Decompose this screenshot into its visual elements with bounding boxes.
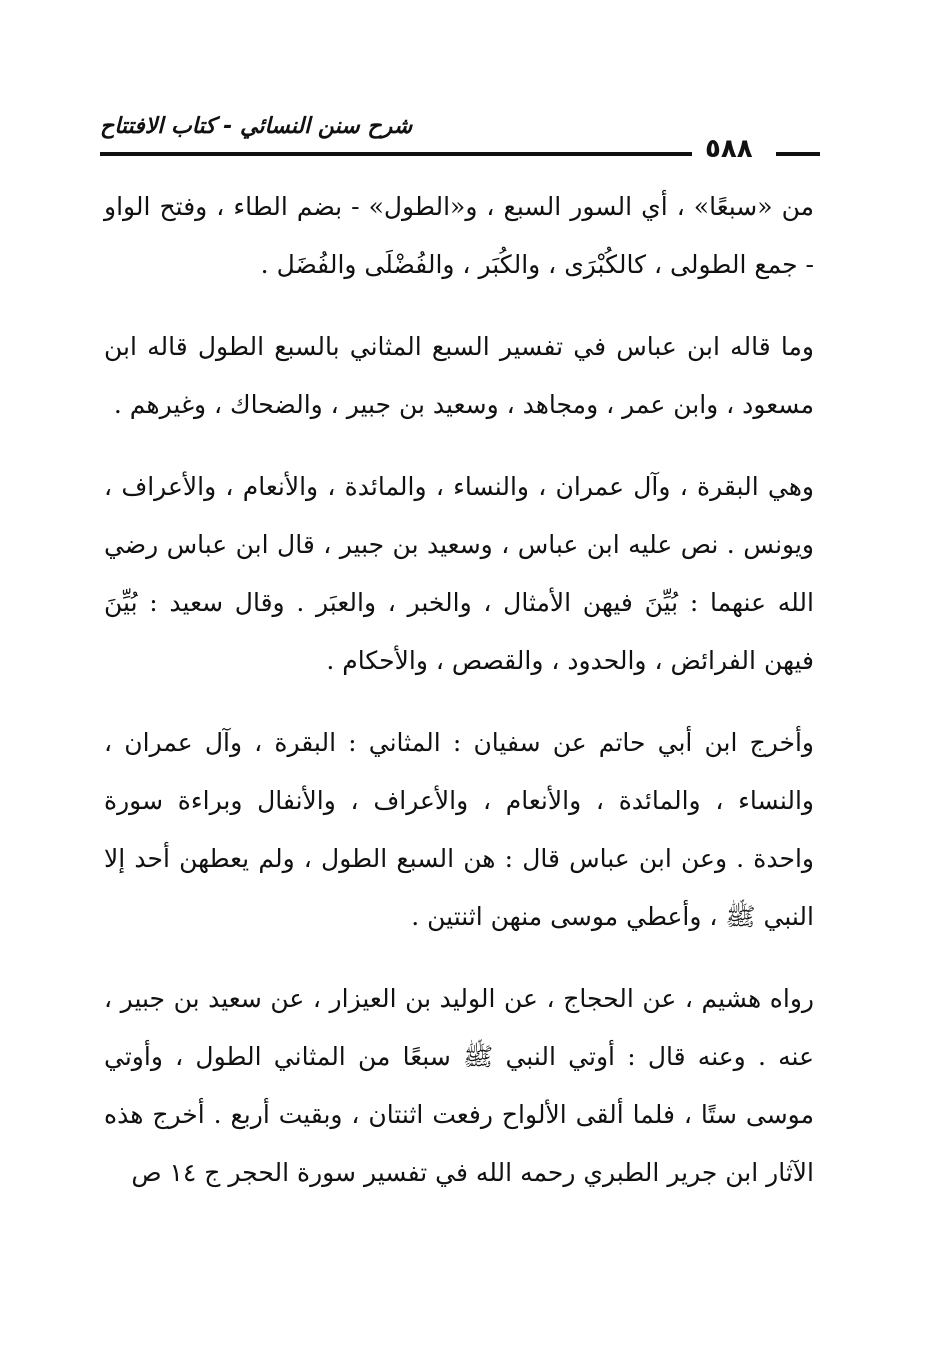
- header-rule: [100, 152, 692, 156]
- paragraph-2: وما قاله ابن عباس في تفسير السبع المثاني بالسبع الطول قاله ابن مسعود ، وابن عمر ، ومجاهد ، وسعيد بن جبير ، والضحاك ، وغيرهم .: [104, 332, 814, 419]
- paragraph-1: من «سبعًا» ، أي السور السبع ، و«الطول» - بضم الطاء ، وفتح الواو - جمع الطولى ، كالكُبْرَى ، والكُبَر ، والفُضْلَى والفُضَل .: [104, 192, 814, 279]
- page-header: [100, 108, 820, 168]
- page-number-dash: [776, 152, 820, 156]
- running-title: شرح سنن النسائي - كتاب الافتتاح: [100, 114, 413, 139]
- paragraph-4: وأخرج ابن أبي حاتم عن سفيان : المثاني : البقرة ، وآل عمران ، والنساء ، والمائدة ، والأنعام ، والأعراف ، والأنفال وبراءة سورة واحدة . وعن ابن عباس قال : هن السبع الطول ، ولم يعطهن أحد إلا النبي ﷺ ، وأعطي موسى منهن اثنتين .: [104, 728, 814, 931]
- page-body: [104, 178, 814, 1226]
- paragraph-5: رواه هشيم ، عن الحجاج ، عن الوليد بن العيزار ، عن سعيد بن جبير ، عنه . وعنه قال : أوتي النبي ﷺ سبعًا من المثاني الطول ، وأوتي موسى ستًا ، فلما ألقى الألواح رفعت اثنتان ، وبقيت أربع . أخرج هذه الآثار ابن جرير الطبري رحمه الله في تفسير سورة الحجر ج ١٤ ص: [104, 984, 814, 1187]
- paragraph-3: وهي البقرة ، وآل عمران ، والنساء ، والمائدة ، والأنعام ، والأعراف ، ويونس . نص عليه ابن عباس ، وسعيد بن جبير ، قال ابن عباس رضي الله عنهما : بُيِّنَ فيهن الأمثال ، والخبر ، والعبَر . وقال سعيد : بُيِّنَ فيهن الفرائض ، والحدود ، والقصص ، والأحكام .: [104, 472, 814, 675]
- page-number: ٥٨٨: [705, 134, 753, 164]
